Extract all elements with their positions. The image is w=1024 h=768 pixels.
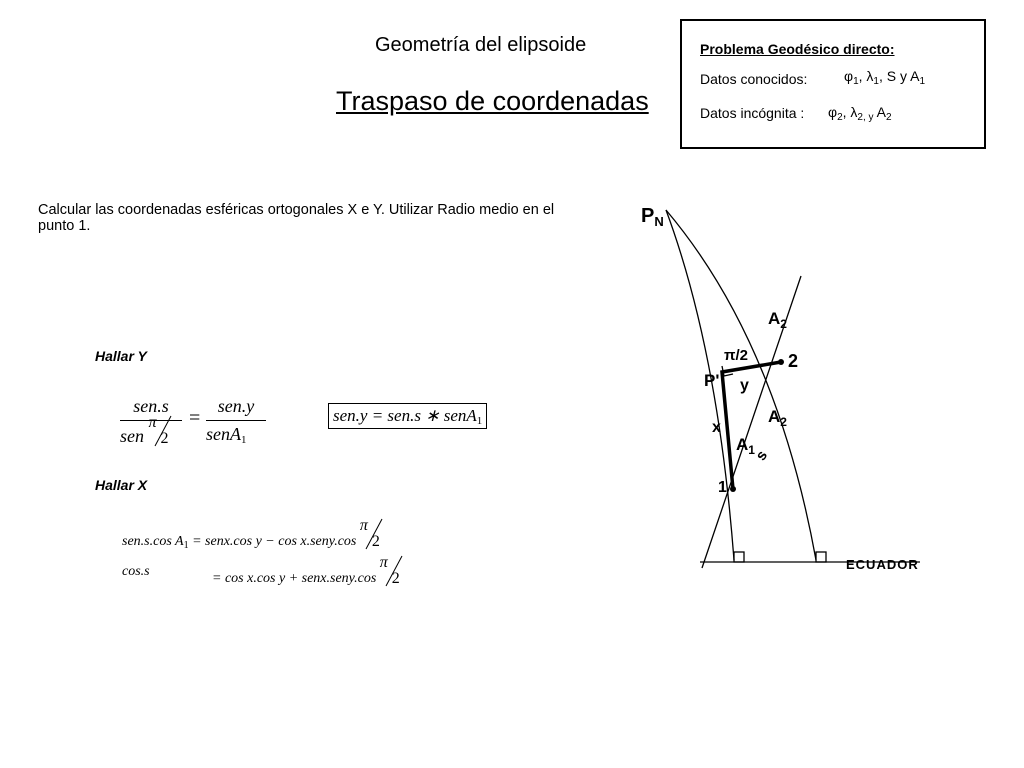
info-heading: Problema Geodésico directo: (700, 41, 895, 57)
point-1-marker (730, 486, 736, 492)
info-box (680, 19, 986, 149)
point-2-label: 2 (788, 351, 799, 371)
right-angle-marker (816, 552, 826, 562)
fraction-bar (206, 420, 266, 421)
label-a2-mid: $A_2$ (768, 407, 787, 429)
unknown-data-values: $\varphi_2$, $\lambda_{2, y}$ $A_2$ (828, 104, 892, 123)
subtitle: Geometría del elipsoide (375, 34, 587, 56)
problem-statement: Calcular las coordenadas esféricas ortogonales X e Y. Utilizar Radio medio en el punto 1. (38, 202, 555, 234)
pi-over-two: π 2 (149, 424, 175, 448)
fraction-right (206, 392, 266, 452)
label-a1: $A_1$ (736, 435, 755, 457)
known-data-values: $\varphi_1$, $\lambda_1$, S y $A_1$ (844, 68, 926, 87)
point-2-marker (778, 359, 784, 365)
label-x: x (712, 419, 721, 436)
formula-x-2-left: cos.s (122, 564, 150, 579)
fraction-left (120, 392, 182, 452)
boxed-formula: sen.y = sen.s ∗ senA1 (328, 403, 487, 429)
label-pi-over-2: π/2 (724, 347, 748, 364)
formula-x-2-right: = cos x.cos y + senx.seny.cos π 2 (212, 564, 406, 588)
pi-over-two: π 2 (360, 527, 386, 551)
fraction-right-numerator: sen.y (217, 396, 255, 416)
point-1-label: 1 (718, 479, 727, 496)
fraction-left-numerator: sen.s (133, 396, 169, 416)
label-s: s (752, 447, 772, 464)
label-a2-top: $A_2$ (768, 309, 787, 331)
formula-x-1: sen.s.cos $A_1$ = senx.cos y − cos x.seny.cos π 2 (122, 527, 386, 551)
spherical-triangle-diagram (600, 190, 940, 590)
pole-label: $P_N$ (641, 205, 664, 229)
point-p-label: P' (704, 371, 720, 390)
right-angle-marker (734, 552, 744, 562)
equator-label: ECUADOR (846, 557, 919, 572)
hallar-y-label: Hallar Y (95, 348, 147, 364)
phi-symbol: φ (844, 68, 854, 84)
fraction-left-denominator: sen π 2 (120, 424, 175, 448)
known-data-label: Datos conocidos: (700, 71, 808, 87)
fraction-right-denominator: senA1 (206, 424, 247, 446)
equals-sign: = (189, 407, 201, 429)
label-y: y (740, 377, 749, 394)
phi-symbol: φ (828, 104, 838, 120)
unknown-data-label: Datos incógnita : (700, 105, 805, 121)
pi-over-two: π 2 (380, 564, 406, 588)
page-title: Traspaso de coordenadas (336, 86, 649, 116)
hallar-x-label: Hallar X (95, 477, 148, 493)
